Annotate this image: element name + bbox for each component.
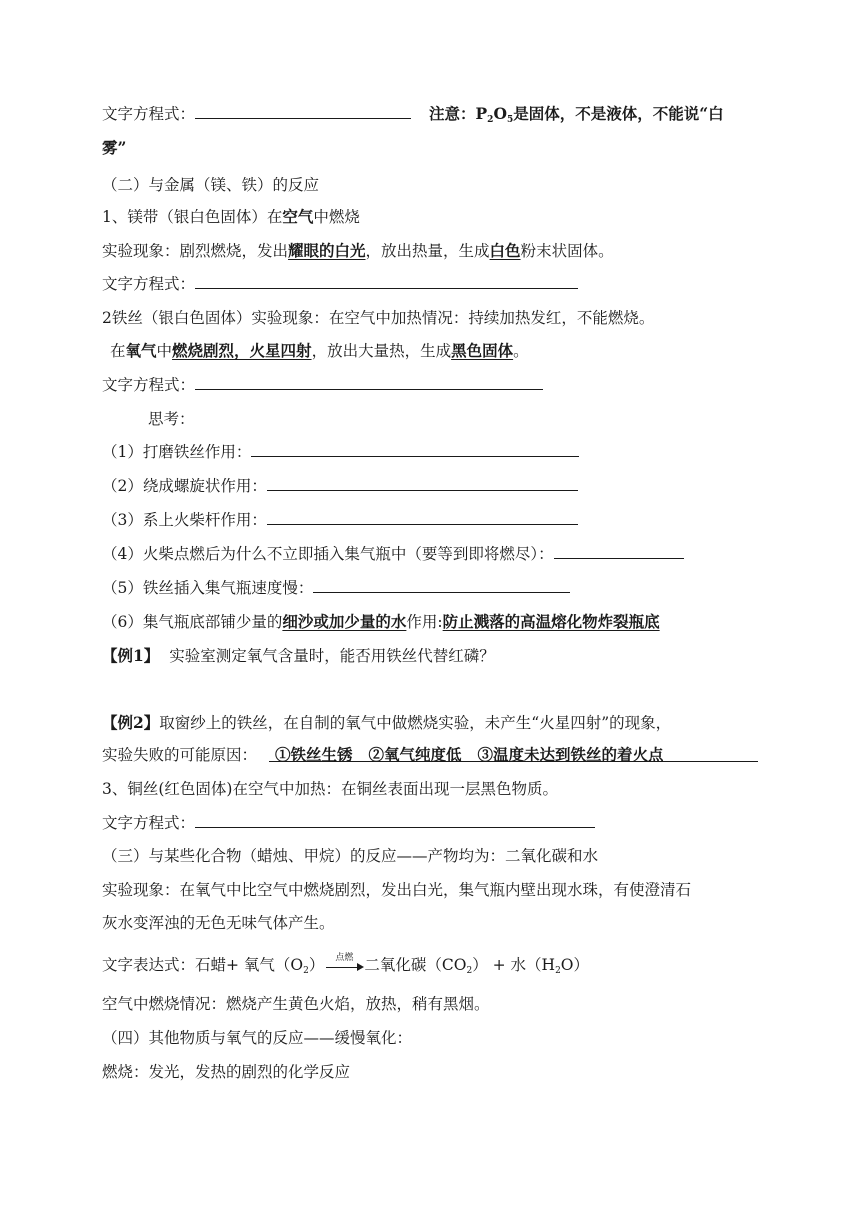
question-1: （1）打磨铁丝作用：	[102, 442, 579, 462]
section-2-title: （二）与金属（镁、铁）的反应	[102, 176, 320, 194]
answer-blank[interactable]	[267, 476, 578, 491]
reaction-arrow: 点燃	[324, 959, 364, 973]
answer-blank[interactable]	[313, 578, 570, 593]
question-4: （4）火柴点燃后为什么不立即插入集气瓶中（要等到即将燃尽）：	[102, 544, 684, 564]
magnesium-phenomenon: 实验现象：剧烈燃烧，发出耀眼的白光，放出热量，生成白色粉末状固体。	[102, 241, 614, 260]
example-2-causes: 实验失败的可能原因： ①铁丝生锈 ②氧气纯度低 ③温度未达到铁丝的着火点	[102, 745, 664, 764]
answer-blank[interactable]	[195, 274, 578, 289]
note-continuation: 雾”	[102, 138, 127, 157]
equation-line-cu: 文字方程式：	[102, 813, 595, 833]
think-label: 思考：	[148, 410, 195, 428]
word-expression: 文字表达式：石蜡+ 氧气$(O_2)$ 点燃 二氧化碳$(CO_2)$ + 水$(H_2O)$	[102, 953, 590, 976]
question-3: （3）系上火柴杆作用：	[102, 510, 578, 530]
equation-line-mg: 文字方程式：	[102, 274, 578, 294]
iron-in-oxygen: 在氧气中燃烧剧烈，火星四射，放出大量热，生成黑色固体。	[110, 341, 529, 360]
note-text: 注意：$P_2O_5$是固体，不是液体，不能说“白	[429, 104, 724, 125]
candle-phenomenon-2: 灰水变浑浊的无色无味气体产生。	[102, 914, 335, 932]
answer-blank[interactable]	[554, 544, 684, 559]
copper-heading: 3、铜丝(红色固体)在空气中加热：在铜丝表面出现一层黑色物质。	[102, 780, 558, 798]
burning-definition: 燃烧：发光，发热的剧烈的化学反应	[102, 1063, 351, 1081]
answer-blank[interactable]	[267, 510, 578, 525]
answer-blank[interactable]	[195, 813, 595, 828]
equation-label: 文字方程式：	[102, 105, 196, 123]
equation-line-p2o5	[102, 104, 724, 130]
answer-blank[interactable]	[195, 375, 543, 390]
section-3-title: （三）与某些化合物（蜡烛、甲烷）的反应——产物均为：二氧化碳和水	[102, 847, 599, 865]
example-1: 【例1】 实验室测定氧气含量时，能否用铁丝代替红磷？	[102, 646, 495, 665]
candle-phenomenon-1: 实验现象：在氧气中比空气中燃烧剧烈，发出白光，集气瓶内壁出现水珠，有使澄清石	[102, 881, 692, 899]
question-2: （2）绕成螺旋状作用：	[102, 476, 578, 496]
equation-line-fe: 文字方程式：	[102, 375, 543, 395]
answer-blank[interactable]	[251, 442, 579, 457]
iron-heading: 2铁丝（银白色固体）实验现象：在空气中加热情况：持续加热发红，不能燃烧。	[102, 309, 655, 327]
question-5: （5）铁丝插入集气瓶速度慢：	[102, 578, 570, 598]
air-burning: 空气中燃烧情况：燃烧产生黄色火焰，放热，稍有黑烟。	[102, 995, 490, 1013]
example-2: 【例2】取窗纱上的铁丝，在自制的氧气中做燃烧实验，未产生“火星四射”的现象，	[102, 713, 672, 732]
magnesium-heading: 1、镁带（银白色固体）在空气中燃烧	[102, 207, 360, 226]
answer-blank[interactable]	[195, 104, 411, 119]
question-6: （6）集气瓶底部铺少量的细沙或加少量的水作用:防止溅落的高温熔化物炸裂瓶底	[102, 612, 660, 631]
section-4-title: （四）其他物质与氧气的反应——缓慢氧化：	[102, 1029, 413, 1047]
causes-underline	[269, 761, 758, 762]
